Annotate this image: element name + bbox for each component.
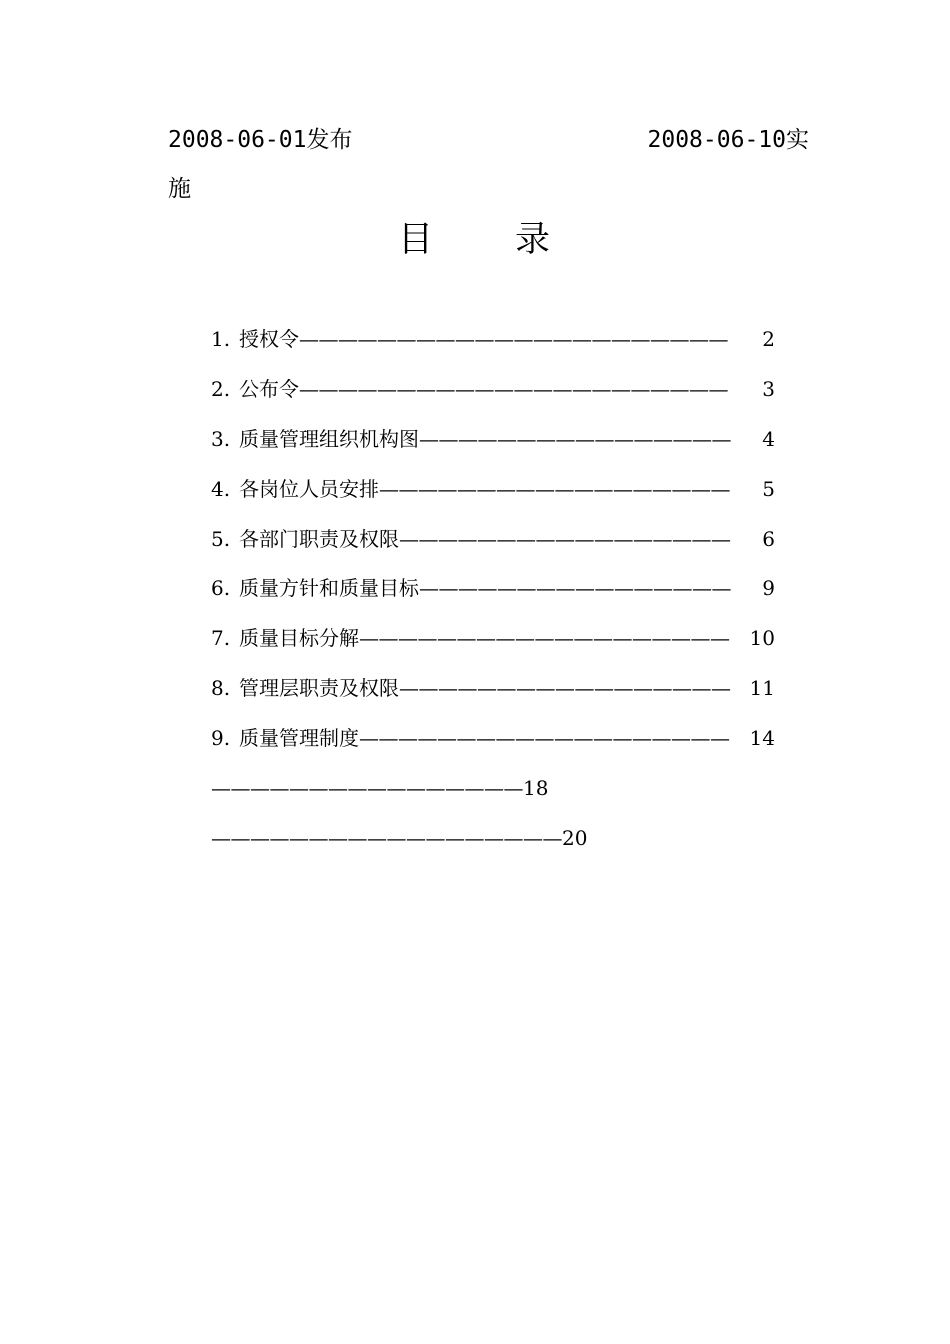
title-char-1: 目 bbox=[397, 220, 435, 260]
toc-entry-label: 质量管理组织机构图 bbox=[239, 426, 419, 451]
toc-leader: ———————————————— bbox=[419, 426, 731, 451]
toc-entry-number: 6. bbox=[211, 576, 231, 601]
toc-entry-page: 14 bbox=[749, 726, 775, 751]
implement-date-wrap: 施 bbox=[168, 176, 191, 202]
toc-entry-label: 各岗位人员安排 bbox=[239, 476, 379, 501]
implement-date: 2008-06-10实 bbox=[647, 127, 809, 153]
toc-entry-number: 5. bbox=[211, 526, 231, 551]
toc-entry-number: 3. bbox=[211, 426, 231, 451]
toc-entry-number: 1. bbox=[211, 327, 231, 351]
toc-entry-number: 8. bbox=[211, 676, 231, 701]
toc-leader: ——————————————————— bbox=[359, 726, 730, 751]
toc-entry-page: 2 bbox=[762, 327, 775, 351]
toc-entry-page: 5 bbox=[762, 476, 775, 501]
toc-entry-page: 20 bbox=[562, 825, 588, 850]
toc-entry[interactable] bbox=[211, 621, 781, 671]
toc-entry-label: 管理层职责及权限 bbox=[239, 676, 399, 701]
toc-entry-page: 6 bbox=[762, 526, 775, 551]
toc-leader: ————————————————— bbox=[399, 526, 731, 551]
toc-entry-untitled[interactable] bbox=[211, 821, 781, 871]
toc-leader: ——————————————————— bbox=[359, 626, 730, 651]
toc-entry[interactable] bbox=[211, 571, 781, 621]
publish-date: 2008-06-01发布 bbox=[168, 127, 353, 153]
toc-entry-label: 质量目标分解 bbox=[239, 626, 359, 651]
toc-entry[interactable] bbox=[211, 671, 781, 721]
toc-leader: —————————————————— bbox=[211, 825, 562, 850]
toc-entry-page: 4 bbox=[762, 426, 775, 451]
title-char-2: 录 bbox=[515, 220, 553, 260]
toc-entry[interactable] bbox=[211, 721, 781, 771]
toc-leader: ———————————————— bbox=[211, 776, 523, 801]
toc-leader: —————————————————————— bbox=[299, 327, 728, 351]
toc-entry-untitled[interactable] bbox=[211, 771, 781, 821]
toc-leader: —————————————————— bbox=[379, 476, 730, 501]
toc-leader: —————————————————————— bbox=[299, 376, 728, 401]
toc-entry[interactable] bbox=[211, 372, 781, 422]
toc-entry-label: 质量管理制度 bbox=[239, 726, 359, 751]
toc-entry[interactable] bbox=[211, 422, 781, 472]
toc-entry-number: 9. bbox=[211, 726, 231, 751]
toc-entry-page: 11 bbox=[749, 676, 775, 701]
toc-entry-page: 9 bbox=[762, 576, 775, 601]
toc-entry-label: 质量方针和质量目标 bbox=[239, 576, 419, 601]
toc-entry[interactable] bbox=[211, 522, 781, 572]
toc-entry[interactable] bbox=[211, 472, 781, 522]
toc-leader: ————————————————— bbox=[399, 676, 731, 701]
toc-entry[interactable] bbox=[211, 322, 781, 372]
toc-entry-page: 10 bbox=[749, 626, 775, 651]
toc-entry-page: 3 bbox=[762, 376, 775, 401]
toc-entry-page: 18 bbox=[523, 776, 549, 801]
toc-entry-number: 4. bbox=[211, 476, 231, 501]
toc-entry-number: 7. bbox=[211, 626, 231, 651]
toc-entry-label: 授权令 bbox=[239, 327, 299, 351]
toc-entry-label: 各部门职责及权限 bbox=[239, 526, 399, 551]
page-title bbox=[0, 214, 950, 266]
toc-entry-label: 公布令 bbox=[239, 376, 299, 401]
toc-leader: ———————————————— bbox=[419, 576, 731, 601]
toc-entry-number: 2. bbox=[211, 376, 231, 401]
table-of-contents bbox=[211, 322, 781, 871]
